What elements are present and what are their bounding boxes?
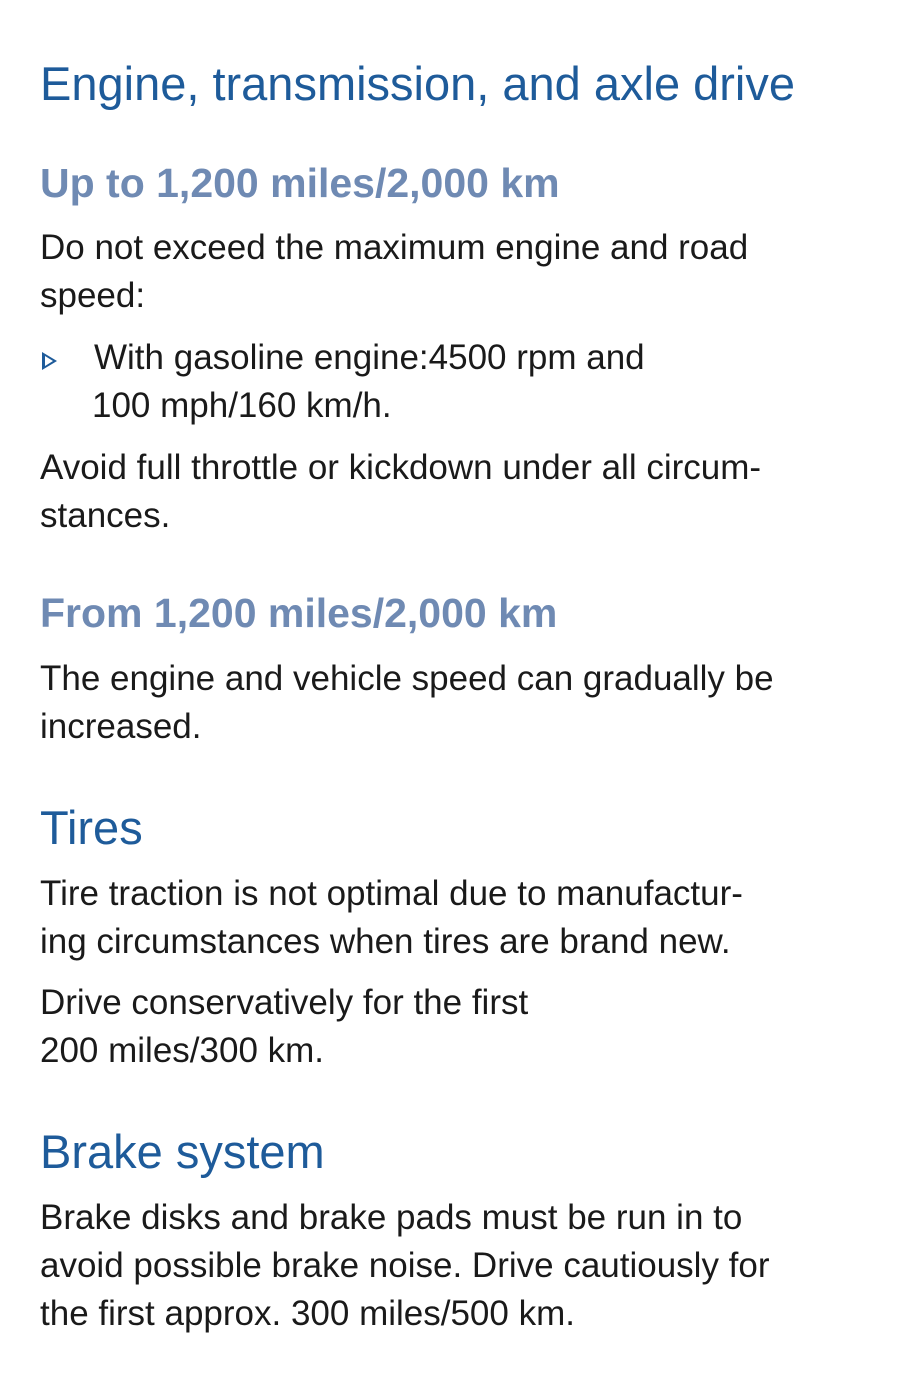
paragraph-line: 200 miles/300 km. <box>40 1031 325 1070</box>
paragraph-drive-conservatively <box>40 979 528 1075</box>
paragraph-line: The engine and vehicle speed can gradually be <box>40 659 774 698</box>
paragraph-tire-traction <box>40 870 743 966</box>
bullet-line: 100 mph/160 km/h. <box>92 386 392 425</box>
paragraph-line: Avoid full throttle or kickdown under all circum- <box>40 448 762 487</box>
bullet-line: With gasoline engine:4500 rpm and <box>94 338 645 377</box>
subsection-title-up-to-1200: Up to 1,200 miles/2,000 km <box>40 160 560 206</box>
paragraph-line: Brake disks and brake pads must be run in to <box>40 1198 743 1237</box>
paragraph-line: avoid possible brake noise. Drive cautiously for <box>40 1246 770 1285</box>
paragraph-line: the first approx. 300 miles/500 km. <box>40 1294 575 1333</box>
triangle-bullet-icon <box>42 352 57 370</box>
section-title-brake-system: Brake system <box>40 1125 325 1178</box>
paragraph-speed-increase <box>40 655 774 751</box>
section-title-engine: Engine, transmission, and axle drive <box>40 57 796 110</box>
section-title-tires: Tires <box>40 801 143 854</box>
paragraph-line: Drive conservatively for the first <box>40 983 529 1022</box>
paragraph-line: Tire traction is not optimal due to manufactur- <box>40 874 743 913</box>
bullet-item-gasoline <box>94 334 645 430</box>
paragraph-brake-run-in <box>40 1194 770 1338</box>
paragraph-line: stances. <box>40 496 171 535</box>
paragraph-line: Do not exceed the maximum engine and road <box>40 228 749 267</box>
subsection-title-from-1200: From 1,200 miles/2,000 km <box>40 590 558 636</box>
paragraph-line: speed: <box>40 276 146 315</box>
paragraph-line: increased. <box>40 707 202 746</box>
paragraph-avoid-throttle <box>40 444 761 540</box>
paragraph-line: ing circumstances when tires are brand new. <box>40 922 731 961</box>
paragraph-max-speed <box>40 224 748 320</box>
